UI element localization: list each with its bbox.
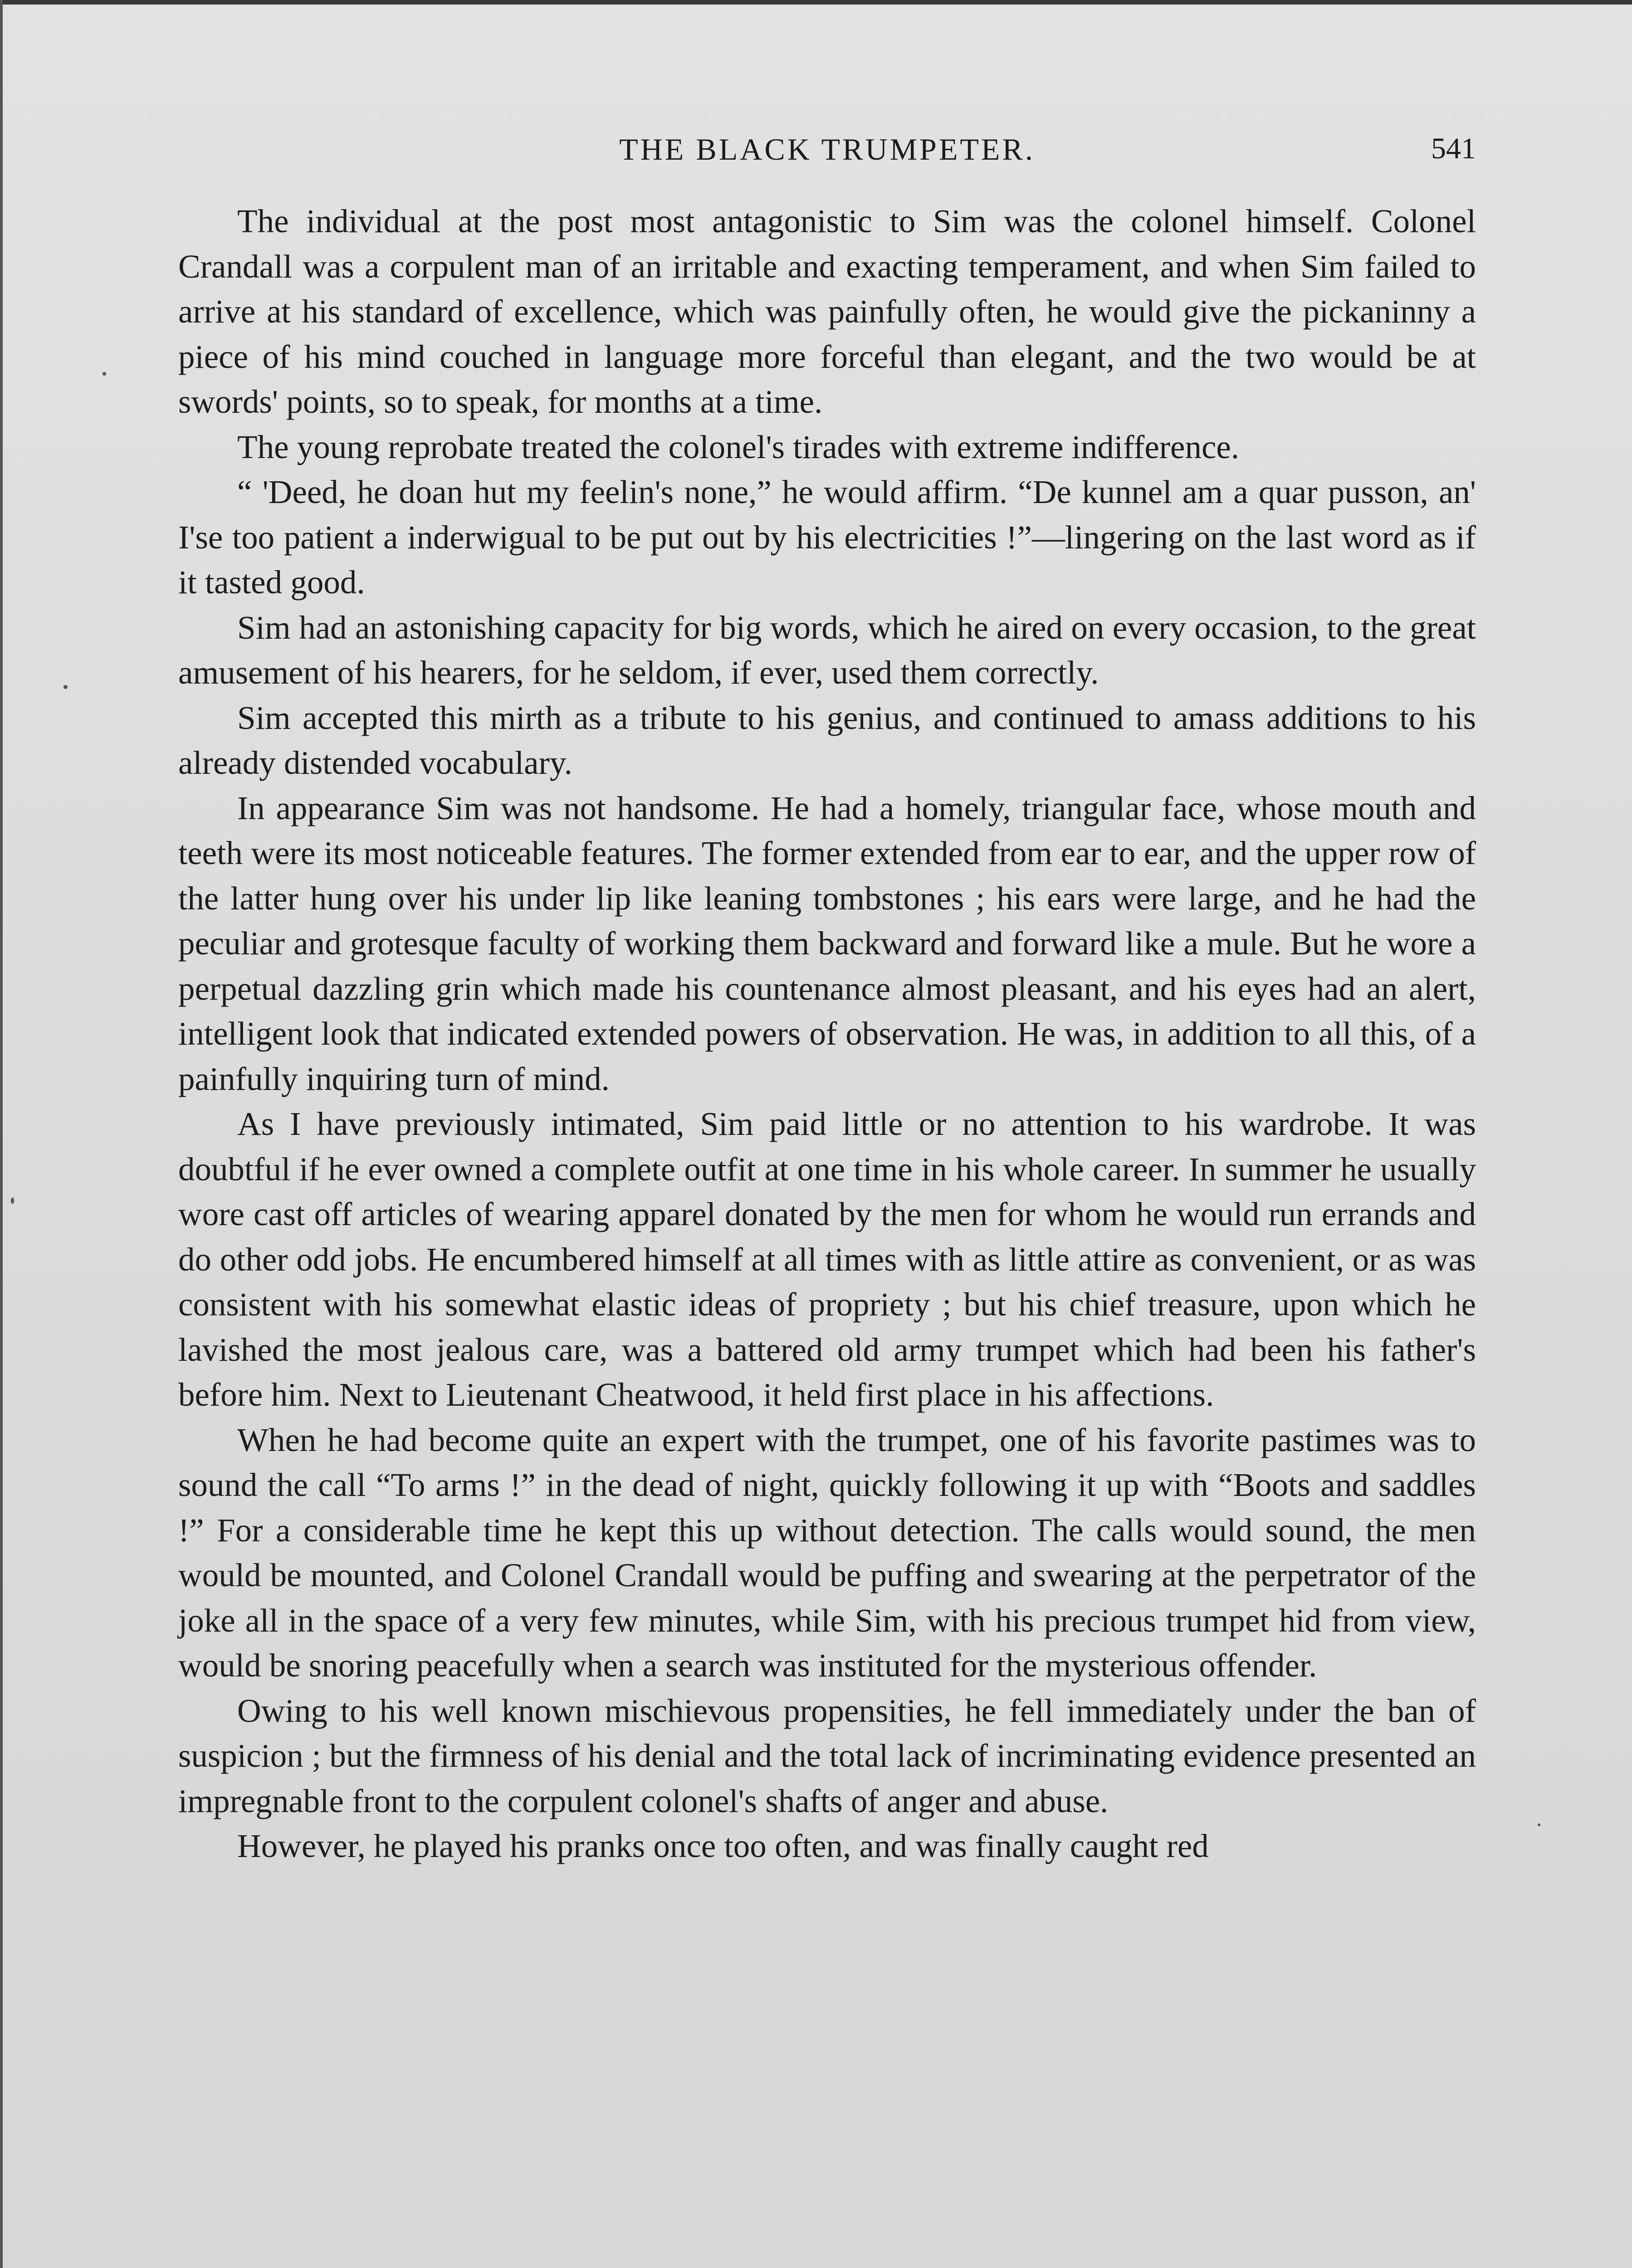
page-number: 541	[1431, 132, 1476, 165]
paragraph: Sim had an astonishing capacity for big words, which he aired on every occasion, to the great amusement of his hearers, for he seldom, if ever, used them correctly.	[178, 609, 1476, 691]
paragraph: The young reprobate treated the colonel's tirades with extreme indifference.	[237, 428, 1239, 465]
scan-top-edge	[0, 0, 1632, 5]
scan-speck	[64, 685, 68, 689]
scan-left-edge	[0, 0, 3, 2268]
paragraph: However, he played his pranks once too often, and was finally caught red	[237, 1828, 1209, 1864]
paragraph: When he had become quite an expert with the trumpet, one of his favorite pastimes was to sound the call “To arms !” in the dead of night, quickly following it up with “Boots and saddles !” For a considerable time he kept this up without detection. The calls would sound, the men would be mounted, and Colonel Crandall would be puffing and swearing at the perpetrator of the joke all in the space of a very few minutes, while Sim, with his precious trumpet hid from view, would be snoring peacefully when a search was instituted for the mysterious offender.	[178, 1421, 1476, 1684]
scan-speck	[11, 1198, 14, 1204]
paragraph: Sim accepted this mirth as a tribute to his genius, and continued to amass additions to his already distended vocabulary.	[178, 699, 1476, 781]
paragraph: “ 'Deed, he doan hut my feelin's none,” he would affirm. “De kunnel am a quar pusson, an' I'se too patient a inderwigual to be put out by his electricities !”—lingering on the last word as if it tasted good.	[178, 474, 1476, 601]
paragraph: Owing to his well known mischievous propensities, he fell immediately under the ban of suspicion ; but the firmness of his denial and the total lack of incriminating evidence presented an impregnable front to the corpulent colonel's shafts of anger and abuse.	[178, 1692, 1476, 1819]
scan-speck	[1538, 1823, 1540, 1826]
paragraph: The individual at the post most antagonistic to Sim was the colonel himself. Colonel Crandall was a corpulent man of an irritable and exacting temperament, and when Sim failed to arrive at his standard of excellence, which was painfully often, he would give the pickaninny a piece of his mind couched in language more forceful than elegant, and the two would be at swords' points, so to speak, for months at a time.	[178, 203, 1476, 420]
running-head	[178, 123, 1476, 173]
paragraph: As I have previously intimated, Sim paid little or no attention to his wardrobe. It was doubtful if he ever owned a complete outfit at one time in his whole career. In summer he usually wore cast off articles of wearing apparel donated by the men for whom he would run errands and do other odd jobs. He encumbered himself at all times with as little attire as convenient, or as was consistent with his somewhat elastic ideas of propriety ; but his chief treasure, upon which he lavished the most jealous care, was a battered old army trumpet which had been his father's before him. Next to Lieutenant Cheatwood, it held first place in his affections.	[178, 1105, 1476, 1413]
running-head-title: THE BLACK TRUMPETER.	[619, 132, 1035, 166]
paragraph: In appearance Sim was not handsome. He had a homely, triangular face, whose mouth and teeth were its most noticeable features. The former extended from ear to ear, and the upper row of the latter hung over his under lip like leaning tombstones ; his ears were large, and he had the peculiar and grotesque faculty of working them backward and forward like a mule. But he wore a perpetual dazzling grin which made his countenance almost pleasant, and his eyes had an alert, intelligent look that indicated extended powers of observation. He was, in addition to all this, of a painfully inquiring turn of mind.	[178, 789, 1476, 1097]
article-body	[178, 199, 1476, 1869]
scan-speck	[103, 372, 106, 376]
